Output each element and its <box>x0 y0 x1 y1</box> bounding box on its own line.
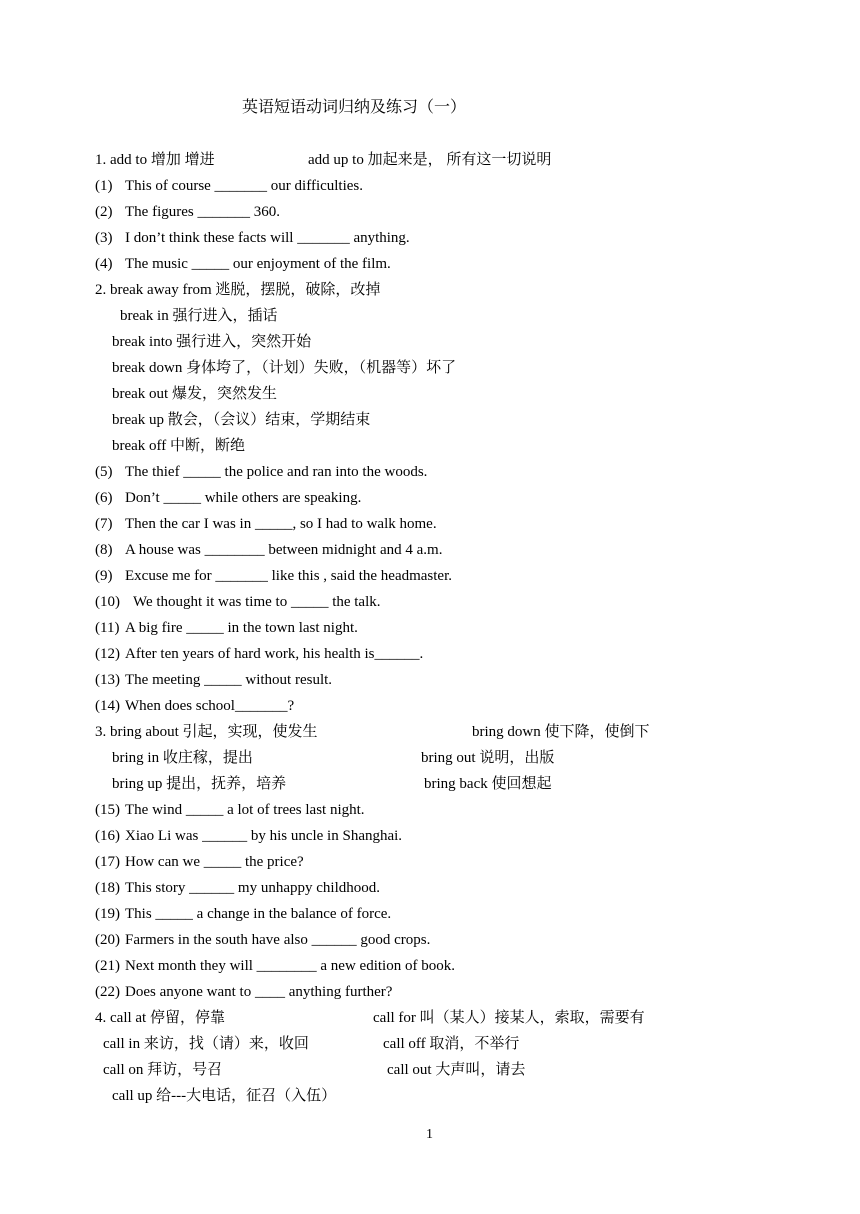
exercise-item-17 <box>95 852 304 872</box>
definition-left: call in 来访，找（请）来，收回 <box>103 1036 309 1052</box>
item-text: The thief _____ the police and ran into the woods. <box>125 464 428 480</box>
item-text: Next month they will ________ a new edition of book. <box>125 958 455 974</box>
exercise-item-15 <box>95 800 365 820</box>
item-text: The music _____ our enjoyment of the film. <box>125 256 391 272</box>
exercise-item-21 <box>95 956 455 976</box>
exercise-item-12 <box>95 644 423 664</box>
page-title: 英语短语动词归纳及练习（一） <box>242 99 467 116</box>
exercise-item-14 <box>95 696 294 716</box>
definition-line: break in 强行进入，插话 <box>120 308 278 324</box>
item-text: A big fire _____ in the town last night. <box>125 620 358 636</box>
exercise-item-22 <box>95 982 392 1002</box>
item-text: Excuse me for _______ like this , said the headmaster. <box>125 568 453 584</box>
item-number: (9) <box>95 568 113 584</box>
definition-right: call off 取消，不举行 <box>383 1036 520 1052</box>
item-text: A house was ________ between midnight and 4 a.m. <box>125 542 443 558</box>
item-text: Farmers in the south have also ______ good crops. <box>125 932 431 948</box>
item-text: Xiao Li was ______ by his uncle in Shanghai. <box>125 828 403 844</box>
item-number: (18) <box>95 880 120 896</box>
definition-right: bring down 使下降，使倒下 <box>472 724 650 740</box>
item-text: How can we _____ the price? <box>125 854 304 870</box>
definition-left: bring in 收庄稼，提出 <box>112 750 253 766</box>
exercise-item-7 <box>95 514 437 534</box>
item-number: (21) <box>95 958 120 974</box>
item-number: (12) <box>95 646 120 662</box>
exercise-item-19 <box>95 904 391 924</box>
item-number: (7) <box>95 516 113 532</box>
exercise-item-1 <box>95 176 363 196</box>
exercise-item-11 <box>95 618 358 638</box>
section1-head-right: add up to 加起来是， 所有这一切说明 <box>308 152 552 168</box>
item-text: Then the car I was in _____, so I had to walk home. <box>125 516 437 532</box>
definition-right: bring out 说明，出版 <box>421 750 555 766</box>
item-text: I don’t think these facts will _______ anything. <box>125 230 410 246</box>
definition-right: call out 大声叫，请去 <box>387 1062 526 1078</box>
item-text: This of course _______ our difficulties. <box>125 178 364 194</box>
exercise-item-5 <box>95 462 427 482</box>
item-number: (14) <box>95 698 120 714</box>
item-text: This story ______ my unhappy childhood. <box>125 880 380 896</box>
definition-left: bring up 提出，抚养，培养 <box>112 776 287 792</box>
item-number: (2) <box>95 204 113 220</box>
item-number: (19) <box>95 906 120 922</box>
exercise-item-8 <box>95 540 442 560</box>
item-number: (4) <box>95 256 113 272</box>
exercise-item-18 <box>95 878 380 898</box>
definition-line: break into 强行进入，突然开始 <box>112 334 312 350</box>
section1-head-left: 1. add to 增加 增进 <box>95 152 215 168</box>
definition-right: bring back 使回想起 <box>424 776 552 792</box>
item-text: The figures _______ 360. <box>125 204 280 220</box>
item-number: (20) <box>95 932 120 948</box>
item-number: (17) <box>95 854 120 870</box>
definition-line: break up 散会，（会议）结束，学期结束 <box>112 412 371 428</box>
item-number: (22) <box>95 984 120 1000</box>
definition-left: 3. bring about 引起，实现，使发生 <box>95 724 318 740</box>
item-number: (15) <box>95 802 120 818</box>
item-text: When does school_______? <box>125 698 295 714</box>
definition-right: call for 叫（某人）接某人，索取，需要有 <box>373 1010 645 1026</box>
definition-line: break off 中断，断绝 <box>112 438 246 454</box>
exercise-item-4 <box>95 254 391 274</box>
item-text: Does anyone want to ____ anything further? <box>125 984 393 1000</box>
item-number: (13) <box>95 672 120 688</box>
item-number: (5) <box>95 464 113 480</box>
item-number: (11) <box>95 620 120 636</box>
item-text: After ten years of hard work, his health is______. <box>125 646 424 662</box>
item-text: The wind _____ a lot of trees last night. <box>125 802 365 818</box>
definition-left: 4. call at 停留，停靠 <box>95 1010 225 1026</box>
definition-left: call on 拜访，号召 <box>103 1062 223 1078</box>
item-number: (16) <box>95 828 120 844</box>
item-text: This _____ a change in the balance of force. <box>125 906 392 922</box>
item-text: Don’t _____ while others are speaking. <box>125 490 362 506</box>
item-number: (1) <box>95 178 113 194</box>
item-number: (3) <box>95 230 113 246</box>
exercise-item-16 <box>95 826 402 846</box>
exercise-item-10 <box>95 592 381 612</box>
item-text: We thought it was time to _____ the talk. <box>133 594 381 610</box>
exercise-item-20 <box>95 930 430 950</box>
item-number: (10) <box>95 594 120 610</box>
exercise-item-2 <box>95 202 280 222</box>
item-number: (6) <box>95 490 113 506</box>
page-number: 1 <box>426 1127 433 1142</box>
exercise-item-3 <box>95 228 410 248</box>
definition-line: break down 身体垮了，（计划）失败，（机器等）坏了 <box>112 360 457 376</box>
section2-head: 2. break away from 逃脱，摆脱，破除，改掉 <box>95 282 381 298</box>
exercise-item-9 <box>95 566 452 586</box>
exercise-item-6 <box>95 488 361 508</box>
definition-line: call up 给---大电话，征召（入伍） <box>112 1088 337 1104</box>
item-text: The meeting _____ without result. <box>125 672 333 688</box>
definition-line: break out 爆发，突然发生 <box>112 386 277 402</box>
exercise-item-13 <box>95 670 332 690</box>
item-number: (8) <box>95 542 113 558</box>
